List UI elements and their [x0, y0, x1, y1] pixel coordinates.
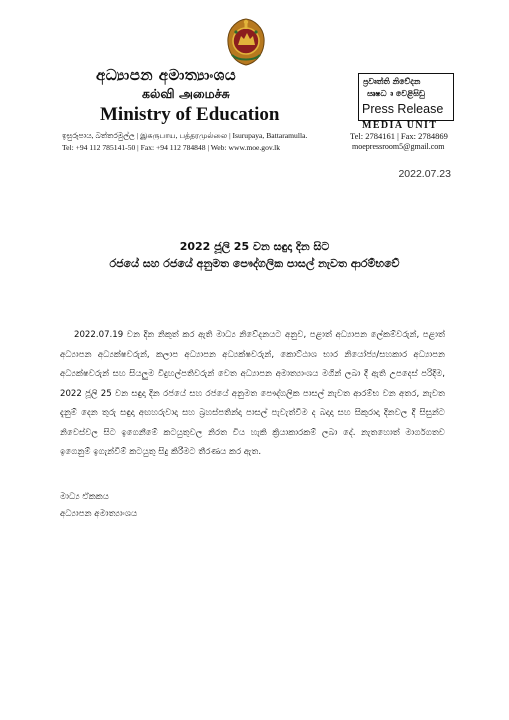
media-unit-email: moepressroom5@gmail.com: [352, 142, 445, 151]
press-label-english: Press Release: [362, 102, 444, 116]
ministry-contact: Tel: +94 112 785141-50 | Fax: +94 112 784848 | Web: www.moe.gov.lk: [62, 143, 281, 152]
media-unit-tel-fax: Tel: 2784161 | Fax: 2784869: [350, 131, 448, 141]
release-title-line-2: රජයේ සහ රජයේ අනුමත පෞද්ගලික පාසල් නැවත ආරම්භවේ: [109, 257, 400, 270]
ministry-address: ඉසුරුපාය, බත්තරමුල්ල | இசுருபாய, பத்தரமுல்லை | Isurupaya, Battaramulla.: [62, 131, 308, 140]
press-release-box: [358, 73, 454, 121]
release-date: 2022.07.23: [398, 168, 451, 180]
release-body-paragraph: 2022.07.19 වන දින නිකුත් කර ඇති මාධ්‍ය නිවේදනයට අනුව, පළාත් අධ්‍යාපන ලේකම්වරුන්, පළාත් අධ්‍යාපන අධ්‍යක්ෂවරුන්, කලාප අධ්‍යාපන අධ්‍යක්ෂවරුන්, කොට්ඨාශ භාර නියෝජ්‍ය/සහකාර අධ්‍යාපන අධ්‍යක්ෂවරුන් සහ සියලුම විදුහල්පතිවරුන් වෙත අධ්‍යාපන අමාත්‍යාංශය මගින් ලබා දී ඇති උපදෙස් පරිදිම, 2022 ජූලි 25 වන සඳුදා දින රජයේ සහ රජයේ අනුමත පෞද්ගලික පාසල් නැවත ආරම්භ වන අතර, නැවත දැනුම් දෙන තුරු සඳුදා අඟහරුවාදා සහ බ්‍රහස්පතින්දා පාසල් පැවැත්වීම ද බදාදා සහ සිකුරාදා දිනවල දී සිසුන්ට නිවෙස්වල සිට ඉගෙනීමේ කටයුතුවල නිරත විය හැකි ක්‍රියාකාරකම් ලබා දේ. නැතහොත් මාර්ගගතව ඉගෙනුම් ඉගැන්වීම් කටයුතු සිදු කිරීමට තීරණය කර ඇත.: [60, 330, 445, 457]
press-label-sinhala: ප්‍රවෘත්ති නිවේදන: [363, 77, 421, 86]
sri-lanka-emblem-icon: [224, 17, 268, 67]
ministry-name-tamil: கல்வி அமைச்சு: [142, 86, 230, 101]
media-unit-label: MEDIA UNIT: [362, 120, 438, 131]
signature-unit: මාධ්‍ය ඒකකය: [60, 492, 109, 502]
release-title-line-1: 2022 ජූලි 25 වන සඳුදා දින සිට: [179, 240, 330, 253]
ministry-name-english: Ministry of Education: [100, 104, 280, 125]
ministry-name-sinhala: අධ්‍යාපන අමාත්‍යාංශය: [96, 66, 237, 84]
signature-ministry: අධ්‍යාපන අමාත්‍යාංශය: [60, 509, 138, 519]
press-label-sinhala-2: ඍෂධ ෘ වෙළිඝිඩු: [367, 89, 425, 98]
